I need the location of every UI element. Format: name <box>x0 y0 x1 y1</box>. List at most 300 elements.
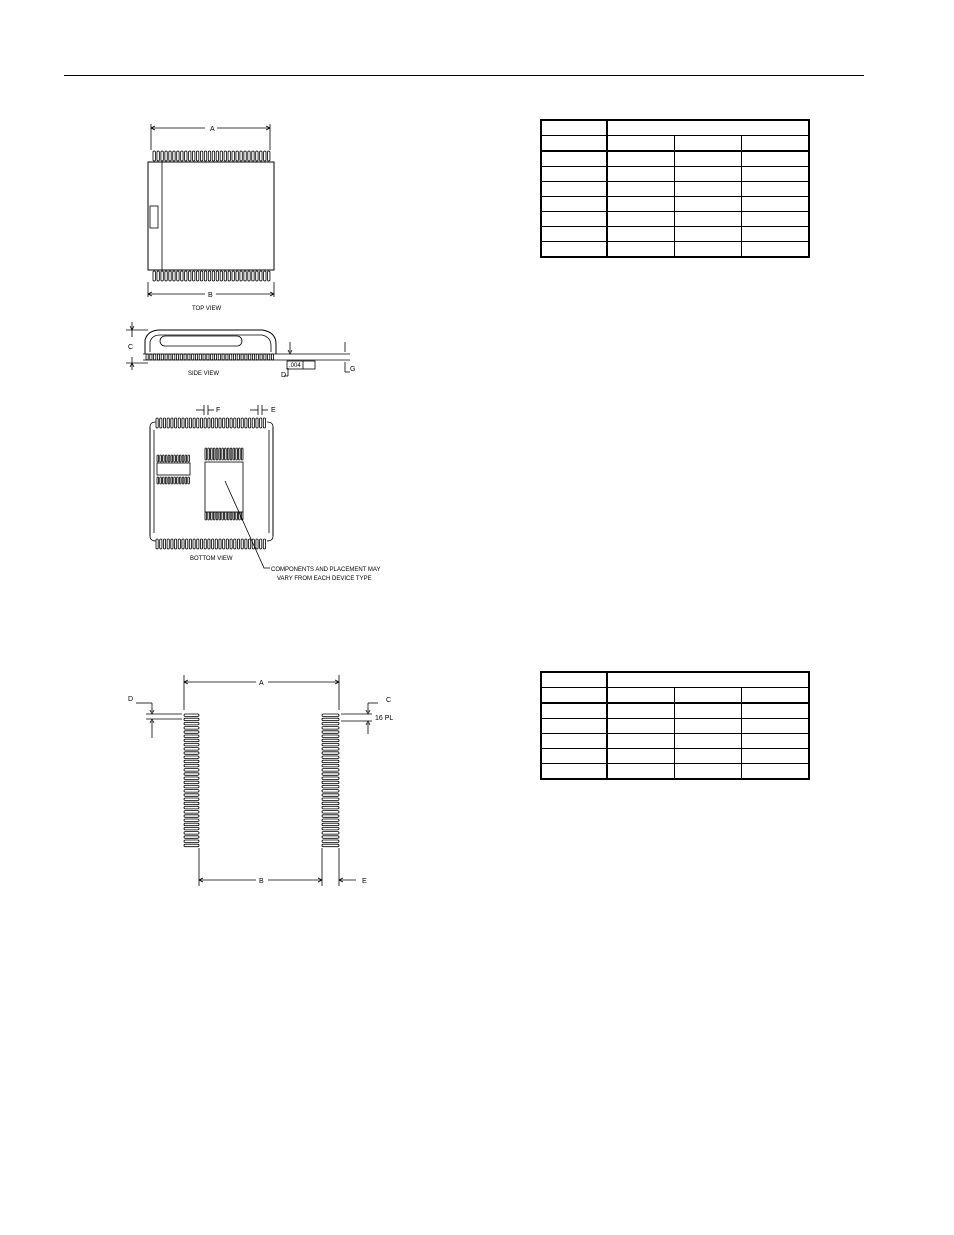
component-pin <box>219 512 221 520</box>
table-cell <box>607 764 675 780</box>
component-pin <box>241 448 243 460</box>
component-pin <box>182 455 184 462</box>
dim-label-a: A <box>210 126 215 133</box>
lead <box>237 539 239 549</box>
component-pin <box>165 477 167 484</box>
component-pin <box>227 448 229 460</box>
lead <box>169 271 171 281</box>
lead <box>264 151 266 161</box>
lead <box>260 539 262 549</box>
component-pin <box>233 512 235 520</box>
lead <box>207 354 209 360</box>
footprint-pad <box>322 769 339 772</box>
lead <box>233 354 235 360</box>
footprint-pad <box>322 756 339 759</box>
lead <box>204 418 206 428</box>
table-cell <box>742 764 810 780</box>
lead <box>180 354 182 360</box>
lead <box>220 151 222 161</box>
tolerance-box: .004 <box>289 363 301 369</box>
footprint-pad <box>184 781 199 784</box>
lead <box>215 539 217 549</box>
table-cell <box>742 182 810 197</box>
table-cell <box>541 242 607 258</box>
lead <box>204 151 206 161</box>
footprint-pad <box>322 844 339 847</box>
lead <box>218 354 220 360</box>
lead <box>260 418 262 428</box>
table-cell <box>675 212 742 227</box>
footprint-pad <box>184 815 199 818</box>
table-cell <box>541 734 607 749</box>
lead <box>197 539 199 549</box>
footprint-pad <box>184 735 199 738</box>
footprint-pad <box>322 727 339 730</box>
lead <box>157 151 159 161</box>
lead <box>153 271 155 281</box>
table-cell <box>675 749 742 764</box>
lead <box>196 271 198 281</box>
lead <box>175 418 177 428</box>
footprint-pad <box>322 777 339 780</box>
lead <box>260 151 262 161</box>
footprint-pad <box>184 764 199 767</box>
footprint-pad <box>322 836 339 839</box>
table-row <box>541 120 809 136</box>
lead <box>230 418 232 428</box>
component-pin <box>208 512 210 520</box>
lead <box>181 151 183 161</box>
lead <box>193 151 195 161</box>
lead <box>234 539 236 549</box>
table-row <box>541 703 809 719</box>
footprint-pad <box>322 781 339 784</box>
table-cell <box>742 151 810 167</box>
lead <box>219 539 221 549</box>
component-pin <box>230 448 232 460</box>
lead <box>220 271 222 281</box>
lead <box>157 271 159 281</box>
lead <box>182 418 184 428</box>
lead <box>264 271 266 281</box>
footprint-pad <box>322 802 339 805</box>
table-cell <box>607 734 675 749</box>
lead <box>249 539 251 549</box>
lead <box>156 418 158 428</box>
component-pin <box>165 455 167 462</box>
table-row <box>541 151 809 167</box>
lead <box>256 151 258 161</box>
lead <box>224 151 226 161</box>
footprint-pad <box>322 714 339 717</box>
component-pin <box>157 455 159 462</box>
lead <box>268 271 270 281</box>
lead <box>178 418 180 428</box>
lead <box>228 151 230 161</box>
lead <box>245 354 247 360</box>
lead <box>268 151 270 161</box>
dim-label-d: D <box>281 372 287 379</box>
lead <box>216 271 218 281</box>
footprint-pad <box>322 832 339 835</box>
table-cell <box>607 719 675 734</box>
table-cell <box>541 136 607 152</box>
footprint-pad <box>184 785 199 788</box>
component-pin <box>188 455 190 462</box>
fp-dim-label-a: A <box>259 680 264 687</box>
component-pin <box>213 512 215 520</box>
lead <box>249 418 251 428</box>
footprint-pad <box>322 823 339 826</box>
top-view <box>148 124 274 297</box>
table-cell <box>742 242 810 258</box>
lead <box>204 539 206 549</box>
lead <box>189 151 191 161</box>
lead <box>161 354 163 360</box>
top-view-label: TOP VIEW <box>192 306 222 312</box>
footprint-pad <box>322 811 339 814</box>
table-row <box>541 764 809 780</box>
component-pin <box>225 448 227 460</box>
lead <box>212 151 214 161</box>
table-row <box>541 749 809 764</box>
lead <box>185 271 187 281</box>
footprint-pad <box>184 769 199 772</box>
footprint-pad <box>184 836 199 839</box>
table-cell <box>742 749 810 764</box>
table-cell <box>607 167 675 182</box>
footprint-pad <box>184 840 199 843</box>
table-cell <box>541 212 607 227</box>
footprint-pad <box>184 714 199 717</box>
table-cell <box>742 167 810 182</box>
lead <box>169 354 171 360</box>
footprint-pad <box>322 798 339 801</box>
component-pin <box>227 512 229 520</box>
table-cell <box>742 212 810 227</box>
fp-dim-label-b: B <box>259 878 264 885</box>
dim-label-f: F <box>216 407 221 414</box>
footprint-pad <box>184 832 199 835</box>
component-pin <box>216 512 218 520</box>
lead <box>260 271 262 281</box>
lead <box>208 539 210 549</box>
dim-label-b: B <box>208 292 213 299</box>
footprint-pad <box>184 798 199 801</box>
component-pin <box>222 448 224 460</box>
lead <box>163 539 165 549</box>
lead <box>193 271 195 281</box>
lead <box>199 354 201 360</box>
footprint-pad <box>322 718 339 721</box>
table-row <box>541 734 809 749</box>
lead <box>222 354 224 360</box>
fp-dim-label-e: E <box>362 878 367 885</box>
lead <box>165 151 167 161</box>
table-cell <box>607 749 675 764</box>
lead <box>241 354 243 360</box>
table-cell <box>607 151 675 167</box>
lead <box>208 418 210 428</box>
table-cell <box>541 749 607 764</box>
table-cell <box>541 764 607 780</box>
lead <box>248 151 250 161</box>
component-pin <box>160 477 162 484</box>
lead <box>240 271 242 281</box>
lead <box>245 539 247 549</box>
table-row <box>541 719 809 734</box>
component-pin <box>163 455 165 462</box>
component-pin <box>216 448 218 460</box>
table-cell <box>607 703 675 719</box>
table-cell <box>742 227 810 242</box>
lead <box>219 418 221 428</box>
table-cell <box>541 151 607 167</box>
footprint-pad <box>184 756 199 759</box>
lead <box>200 539 202 549</box>
lead <box>153 151 155 161</box>
table-row <box>541 688 809 704</box>
component-pin <box>174 477 176 484</box>
lead <box>161 151 163 161</box>
table-cell <box>742 197 810 212</box>
footprint-pad <box>184 827 199 830</box>
footprint-pad <box>322 722 339 725</box>
lead <box>173 271 175 281</box>
lead <box>256 354 258 360</box>
lead <box>226 418 228 428</box>
table-cell <box>541 227 607 242</box>
component-pin <box>213 448 215 460</box>
lead <box>234 418 236 428</box>
lead <box>188 354 190 360</box>
fp-pin-count: 16 PL <box>375 715 394 722</box>
component-pin <box>163 477 165 484</box>
lead <box>237 418 239 428</box>
component-pin <box>236 512 238 520</box>
lead <box>193 418 195 428</box>
lead <box>208 151 210 161</box>
footprint-pad <box>322 815 339 818</box>
lead <box>189 539 191 549</box>
lead <box>167 539 169 549</box>
lead <box>263 418 265 428</box>
lead <box>211 354 213 360</box>
lead <box>212 271 214 281</box>
lead <box>252 151 254 161</box>
footprint-pad <box>184 777 199 780</box>
footprint-pad <box>184 718 199 721</box>
table-row <box>541 182 809 197</box>
lead <box>192 354 194 360</box>
bottom-view <box>150 405 273 568</box>
table-cell <box>675 764 742 780</box>
component-pin <box>236 448 238 460</box>
component-pin <box>222 512 224 520</box>
lead <box>185 151 187 161</box>
table-cell <box>742 688 810 704</box>
lead <box>186 539 188 549</box>
footprint-pad <box>322 819 339 822</box>
lead <box>208 271 210 281</box>
lead <box>236 151 238 161</box>
lead <box>193 539 195 549</box>
lead <box>200 271 202 281</box>
lead <box>244 271 246 281</box>
lead <box>177 271 179 281</box>
lead <box>167 418 169 428</box>
dim-label-g: G <box>350 366 356 373</box>
lead <box>171 539 173 549</box>
footprint-pad <box>322 764 339 767</box>
footprint-pad <box>184 806 199 809</box>
footprint-pad <box>322 806 339 809</box>
table-cell <box>675 734 742 749</box>
table-cell <box>607 197 675 212</box>
component-pin <box>185 455 187 462</box>
lead <box>163 418 165 428</box>
table-cell <box>607 688 675 704</box>
table-cell <box>675 136 742 152</box>
lead <box>176 354 178 360</box>
footprint-pad <box>184 731 199 734</box>
lead <box>177 151 179 161</box>
component-pin <box>177 455 179 462</box>
footprint-pad <box>184 823 199 826</box>
table-cell <box>675 197 742 212</box>
lead <box>230 354 232 360</box>
lead <box>200 151 202 161</box>
component-pin <box>239 448 241 460</box>
footprint-pad <box>184 794 199 797</box>
side-view-label: SIDE VIEW <box>188 371 220 377</box>
table-cell <box>675 242 742 258</box>
table-cell <box>742 136 810 152</box>
footprint-pad <box>322 731 339 734</box>
lead <box>195 354 197 360</box>
lead <box>171 418 173 428</box>
footprint-pad <box>184 727 199 730</box>
lead <box>223 539 225 549</box>
table-cell <box>742 703 810 719</box>
lead <box>249 354 251 360</box>
component-pin <box>211 512 213 520</box>
table-row <box>541 672 809 688</box>
table-cell <box>541 197 607 212</box>
lead <box>178 539 180 549</box>
table-cell <box>607 672 809 688</box>
component-pin <box>171 477 173 484</box>
dim-label-e: E <box>271 407 276 414</box>
table-cell <box>742 719 810 734</box>
lead <box>215 418 217 428</box>
lead <box>236 271 238 281</box>
lead <box>232 271 234 281</box>
component-pin <box>168 477 170 484</box>
lead <box>256 539 258 549</box>
table-cell <box>675 167 742 182</box>
lead <box>226 539 228 549</box>
table-cell <box>541 120 607 136</box>
lead <box>252 271 254 281</box>
footprint-pad <box>184 748 199 751</box>
table-cell <box>607 227 675 242</box>
footprint-pad <box>322 760 339 763</box>
component-pin <box>205 448 207 460</box>
component-pin <box>177 477 179 484</box>
lead <box>230 539 232 549</box>
lead <box>252 418 254 428</box>
lead <box>156 539 158 549</box>
lead <box>150 354 152 360</box>
lead <box>216 151 218 161</box>
dimension-table-2 <box>540 671 810 780</box>
table-cell <box>541 167 607 182</box>
component-pin <box>211 448 213 460</box>
component-pin <box>205 512 207 520</box>
footprint-pad <box>184 722 199 725</box>
component-pin <box>185 477 187 484</box>
lead <box>212 418 214 428</box>
lead <box>223 418 225 428</box>
footprint-pad <box>184 773 199 776</box>
table-cell <box>607 182 675 197</box>
component-pin <box>179 455 181 462</box>
table-row <box>541 212 809 227</box>
footprint-pad <box>322 748 339 751</box>
table-cell <box>675 719 742 734</box>
footprint-pad <box>184 790 199 793</box>
lead <box>186 418 188 428</box>
table-cell <box>541 688 607 704</box>
lead <box>263 539 265 549</box>
lead <box>245 418 247 428</box>
component-pin <box>230 512 232 520</box>
lead <box>240 151 242 161</box>
table-cell <box>675 688 742 704</box>
footprint-view <box>136 675 378 886</box>
footprint-pad <box>322 790 339 793</box>
table-cell <box>742 734 810 749</box>
lead <box>248 271 250 281</box>
lead <box>182 539 184 549</box>
lead <box>237 354 239 360</box>
lead <box>173 151 175 161</box>
lead <box>232 151 234 161</box>
table-cell <box>675 151 742 167</box>
lead <box>241 539 243 549</box>
component-pin <box>174 455 176 462</box>
lead <box>252 354 254 360</box>
component-pin <box>157 477 159 484</box>
component-pin <box>233 448 235 460</box>
footprint-pad <box>322 743 339 746</box>
table-cell <box>541 182 607 197</box>
lead <box>241 418 243 428</box>
footprint-pad <box>322 773 339 776</box>
component-pin <box>208 448 210 460</box>
table-row <box>541 167 809 182</box>
lead <box>271 354 273 360</box>
fp-dim-label-c: C <box>386 697 392 704</box>
table-cell <box>607 212 675 227</box>
lead <box>189 418 191 428</box>
lead <box>173 354 175 360</box>
dimension-table-1 <box>540 119 810 258</box>
lead <box>264 354 266 360</box>
footprint-pad <box>184 752 199 755</box>
bottom-view-label: BOTTOM VIEW <box>190 556 233 562</box>
